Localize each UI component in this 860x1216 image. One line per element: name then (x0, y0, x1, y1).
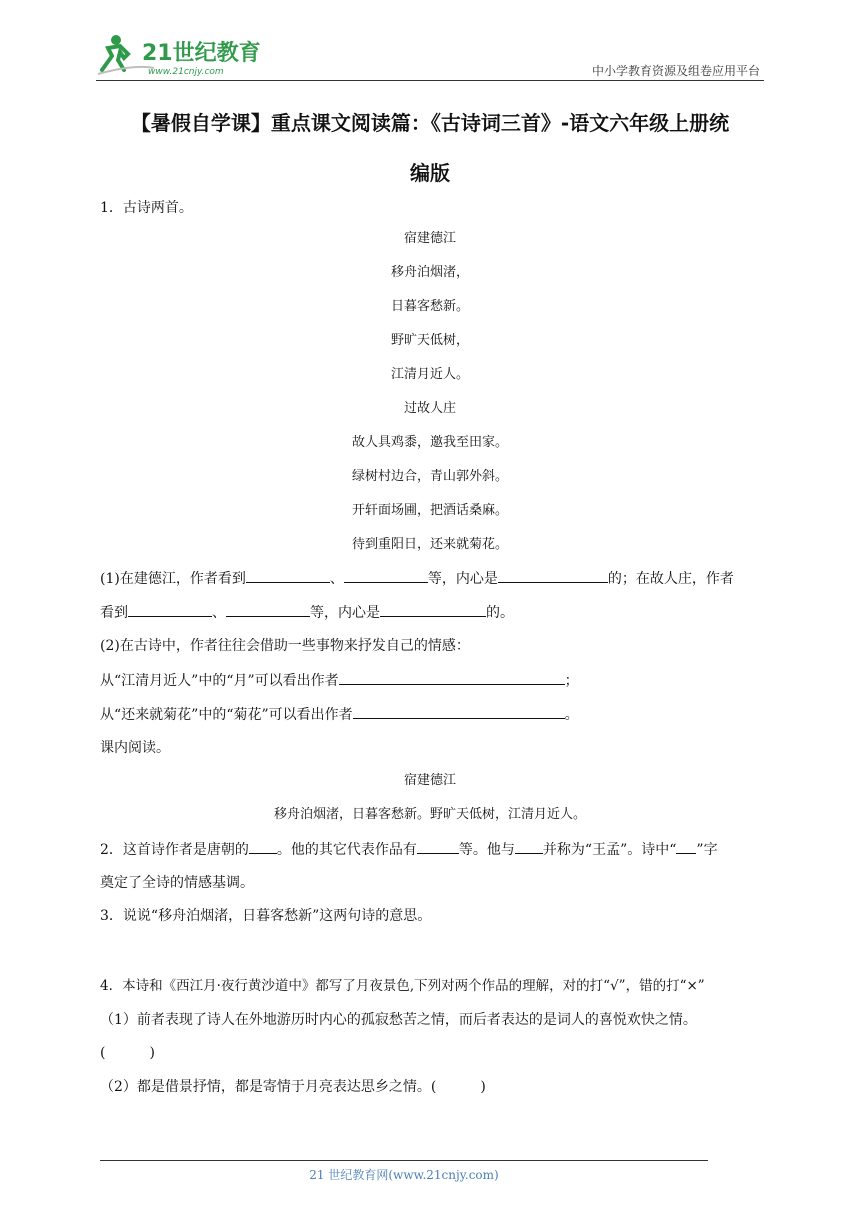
q1-text: ； (564, 673, 579, 689)
q4-text: （2）都是借景抒情，都是寄情于月亮表达思乡之情。( (100, 1079, 437, 1095)
question-4-item-2 (100, 1077, 760, 1097)
q1-text: (1)在建德江，作者看到 (100, 571, 246, 587)
poem2-line: 待到重阳日，还来就菊花。 (351, 537, 508, 552)
poem1-line: 移舟泊烟渚， (390, 265, 469, 280)
q1-text: 、 (212, 605, 226, 621)
poem1-title: 宿建德江 (403, 231, 456, 246)
site-logo (94, 30, 264, 78)
q2-text: ”字 (696, 842, 718, 858)
logo-url: www.21cnjy.com (148, 67, 224, 77)
question-1-label: 1．古诗两首。 (100, 200, 193, 216)
q1-part2: (2)在古诗中，作者往往会借助一些事物来抒发自己的情感： (100, 638, 470, 654)
q1-text: 、 (329, 571, 344, 587)
q1-part1-line2 (100, 602, 760, 623)
header-divider (96, 80, 764, 81)
q2-text: 等。他与 (458, 842, 515, 858)
question-3: 3．说说“移舟泊烟渚，日暮客愁新”这两句诗的意思。 (100, 908, 432, 924)
q1-text: 从“江清月近人”中的“月”可以看出作者 (100, 673, 339, 689)
footer-link[interactable]: 21 世纪教育网(www.21cnjy.com) (309, 1168, 499, 1182)
poem1-line: 江清月近人。 (390, 367, 469, 382)
answer-blank[interactable] (417, 839, 459, 854)
answer-blank[interactable] (380, 602, 486, 617)
q1-part2-b (100, 704, 760, 725)
q1-text: 的。 (486, 605, 514, 621)
answer-blank[interactable] (226, 602, 310, 617)
q1-text: 的；在故人庄，作者 (607, 571, 734, 587)
question-2-line1 (100, 839, 760, 860)
q1-part2-a (100, 670, 760, 691)
poem1-line: 野旷天低树， (390, 333, 469, 348)
answer-blank[interactable] (515, 839, 543, 854)
answer-blank[interactable] (339, 670, 565, 685)
q1-text: 等，内心是 (427, 571, 498, 587)
q1-part1-line1 (100, 568, 760, 589)
poem2-line: 绿树村边合，青山郭外斜。 (351, 469, 508, 484)
title-line-1: 【暑假自学课】重点课文阅读篇：《古诗词三首》-语文六年级上册统 (130, 111, 730, 135)
poem2-line: 故人具鸡黍，邀我至田家。 (351, 435, 508, 450)
title-line-2: 编版 (410, 161, 450, 185)
question-4-item-1-answer[interactable] (100, 1043, 760, 1063)
answer-blank[interactable] (246, 568, 330, 583)
q1-text: 看到 (100, 605, 128, 621)
poem2-line: 开轩面场圃，把酒话桑麻。 (351, 503, 508, 518)
q2-text: 并称为“王孟”。诗中“ (542, 842, 677, 858)
answer-blank[interactable] (344, 568, 428, 583)
answer-blank[interactable] (498, 568, 608, 583)
q2-text: 。他的其它代表作品有 (276, 842, 417, 858)
question-2-line2: 奠定了全诗的情感基调。 (100, 875, 254, 891)
answer-paren-close: ) (149, 1045, 155, 1061)
document-title (100, 98, 760, 198)
answer-blank[interactable] (676, 839, 696, 854)
answer-blank[interactable] (353, 704, 565, 719)
logo-text: 21世纪教育 (142, 41, 261, 66)
poem2-title: 过故人庄 (403, 401, 456, 416)
platform-name: 中小学教育资源及组卷应用平台 (591, 64, 760, 78)
q1-text: 等，内心是 (310, 605, 380, 621)
answer-blank[interactable] (249, 839, 277, 854)
question-4-item-1: （1）前者表现了诗人在外地游历时内心的孤寂愁苦之情，而后者表达的是词人的喜悦欢快之情。 (100, 1012, 697, 1028)
q2-text: 2．这首诗作者是唐朝的 (100, 842, 249, 858)
answer-paren-close: ) (480, 1079, 486, 1095)
answer-blank[interactable] (128, 602, 212, 617)
reading-poem-title: 宿建德江 (403, 773, 456, 788)
footer-divider (100, 1160, 708, 1161)
q1-text: 。 (564, 707, 579, 723)
question-4: 4．本诗和《西江月·夜行黄沙道中》都写了月夜景色,下列对两个作品的理解，对的打“√”，错的打“×” (100, 978, 705, 994)
q1-text: 从“还来就菊花”中的“菊花”可以看出作者 (100, 707, 353, 723)
reading-poem-body: 移舟泊烟渚，日暮客愁新。野旷天低树，江清月近人。 (273, 807, 586, 822)
reading-label: 课内阅读。 (100, 740, 170, 756)
poem1-line: 日暮客愁新。 (390, 299, 469, 314)
answer-paren-open: ( (100, 1045, 106, 1061)
